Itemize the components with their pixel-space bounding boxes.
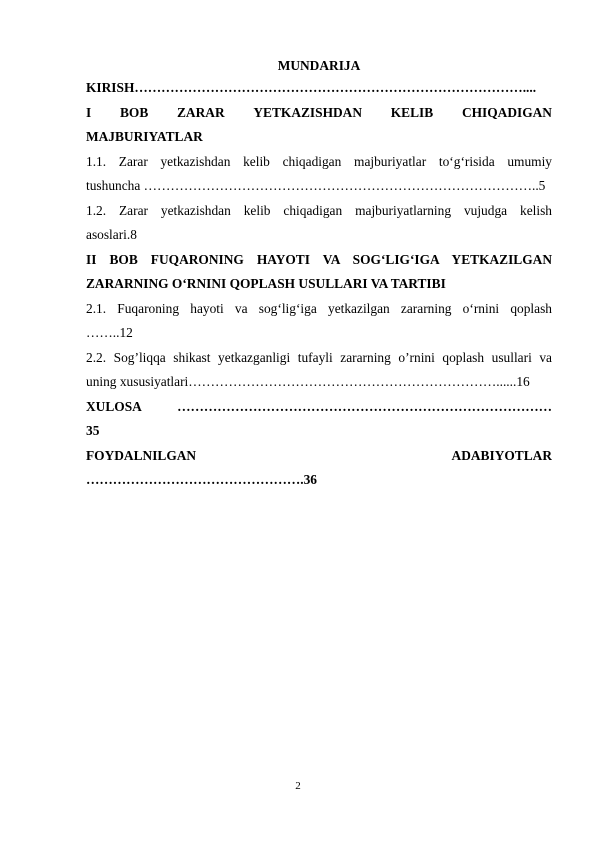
toc-section-2-2: 2.2. Sog’liqqa shikast yetkazganligi tufayli zararning o’rnini qoplash usullari va (86, 349, 552, 365)
toc-section-1-2: 1.2. Zarar yetkazishdan kelib chiqadigan majburiyatlarning vujudga kelish (86, 202, 552, 218)
toc-section-1-1: 1.1. Zarar yetkazishdan kelib chiqadigan majburiyatlar to‘g‘risida umumiy (86, 153, 552, 169)
toc-references-cont: ………………………………………….36 (86, 472, 317, 487)
toc-chapter2-heading-cont: ZARARNING O‘RNINI QOPLASH USULLARI VA TARTIBI (86, 276, 446, 291)
heading-word: BOB (119, 104, 149, 120)
toc-conclusion (86, 395, 552, 420)
toc-section-2-1: 2.1. Fuqaroning hayoti va sog‘lig‘iga yetkazilgan zararning o‘rnini qoplash (86, 300, 552, 316)
toc-entry-intro: KIRISH…………………………………………………………………………….... (86, 80, 537, 95)
heading-word: YETKAZISHDAN (253, 104, 363, 120)
toc-section-2-1-cont: ……..12 (86, 325, 133, 340)
references-label-right: ADABIYOTLAR (451, 447, 552, 463)
toc-title: MUNDARIJA (277, 58, 361, 73)
table-of-contents (86, 58, 552, 493)
conclusion-label: XULOSA (86, 398, 142, 414)
toc-chapter2-heading: II BOB FUQARONING HAYOTI VA SOG‘LIG‘IGA YETKAZILGAN (86, 251, 552, 267)
conclusion-dots: ………………………………………………………………………… (177, 398, 552, 414)
toc-chapter1-heading (86, 101, 552, 126)
toc-references (86, 444, 552, 469)
toc-section-2-2-cont: uning xususiyatlari……………………………………………………………......16 (86, 374, 530, 389)
heading-word: ZARAR (177, 104, 225, 120)
heading-word: I (86, 104, 92, 120)
heading-word: CHIQADIGAN (461, 104, 552, 120)
toc-chapter1-heading-cont: MAJBURIYATLAR (86, 129, 203, 144)
references-label-left: FOYDALNILGAN (86, 447, 197, 463)
heading-word: KELIB (390, 104, 434, 120)
page-number: 2 (295, 780, 301, 792)
toc-section-1-2-cont: asoslari.8 (86, 227, 137, 242)
toc-conclusion-page: 35 (86, 423, 100, 438)
toc-section-1-1-cont: tushuncha ……………………………………………………………………………..5 (86, 178, 546, 193)
